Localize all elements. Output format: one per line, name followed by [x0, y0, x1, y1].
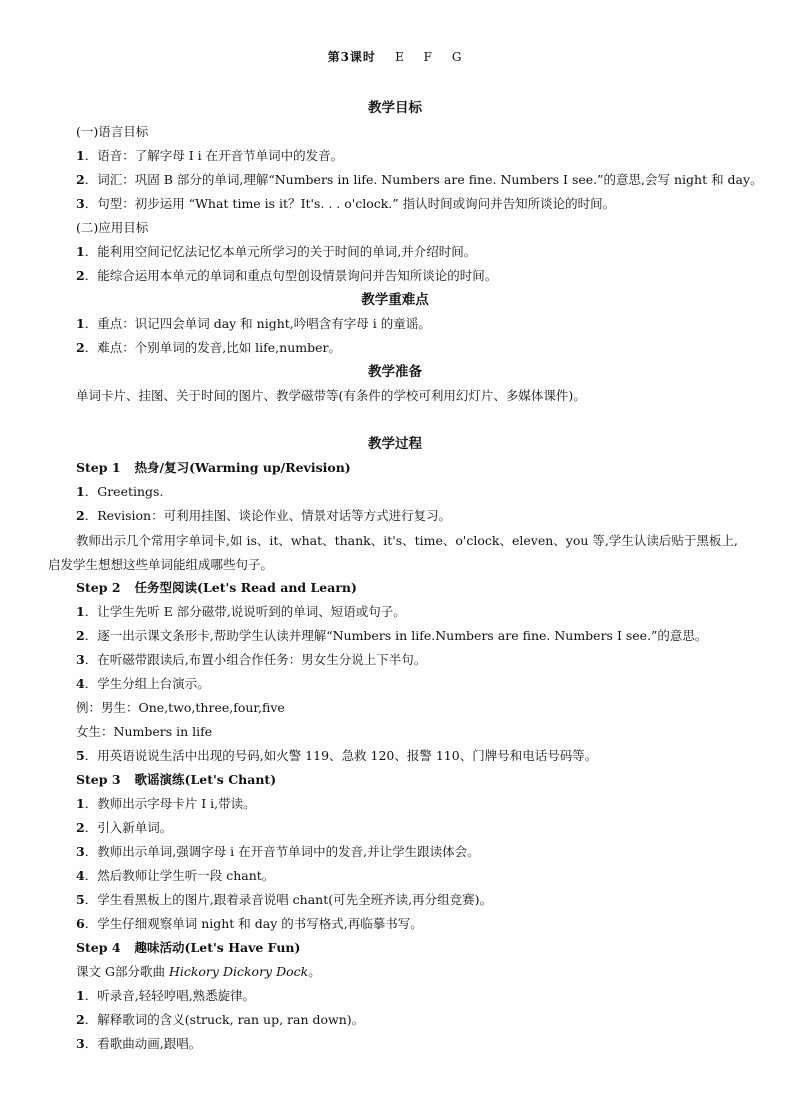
- step4-item: 2．解释歌词的含义(struck, ran up, ran down)。: [76, 1012, 365, 1027]
- step3-item: 5．学生看黑板上的图片,跟着录音说唱 chant(可先全班齐读,再分组竞赛)。: [76, 892, 492, 907]
- step1-item: 1．Greetings.: [76, 484, 164, 499]
- step3-item: 4．然后教师让学生听一段 chant。: [76, 868, 275, 883]
- preparation-text: 单词卡片、挂图、关于时间的图片、教学磁带等(有条件的学校可利用幻灯片、多媒体课件)。: [76, 388, 586, 403]
- preparation-heading: 教学准备: [368, 364, 422, 380]
- step4-item: 1．听录音,轻轻哼唱,熟悉旋律。: [76, 988, 256, 1003]
- key-points-heading: 教学重难点: [361, 292, 429, 308]
- step2-example-boy: 例：男生：One,two,three,four,five: [76, 700, 285, 715]
- song-title: Hickory Dickory Dock: [168, 964, 309, 979]
- step3-item: 1．教师出示字母卡片 I i,带读。: [76, 796, 256, 811]
- step3-item: 2．引入新单词。: [76, 820, 173, 835]
- step1-item: 2．Revision：可利用挂图、谈论作业、情景对话等方式进行复习。: [76, 508, 452, 523]
- key-item: 1．重点：识记四会单词 day 和 night,吟唱含有字母 i 的童谣。: [76, 316, 431, 331]
- goals-sub-language: (一)语言目标: [76, 124, 149, 139]
- step2-example-girl: 女生：Numbers in life: [76, 724, 213, 739]
- goals-sub-application: (二)应用目标: [76, 220, 149, 235]
- lesson-label: 第3课时: [327, 50, 376, 64]
- process-heading: 教学过程: [368, 436, 422, 452]
- goal-item: 1．能利用空间记忆法记忆本单元所学习的关于时间的单词,并介绍时间。: [76, 244, 477, 259]
- goal-item: 1．语音：了解字母 I i 在开音节单词中的发音。: [76, 148, 344, 163]
- goals-heading: 教学目标: [368, 100, 422, 116]
- step2-item: 4．学生分组上台演示。: [76, 676, 210, 691]
- step2-item: 3．在听磁带跟读后,布置小组合作任务：男女生分说上下半句。: [76, 652, 427, 667]
- step3-item: 6．学生仔细观察单词 night 和 day 的书写格式,再临摹书写。: [76, 916, 423, 931]
- step2-title: Step 2 任务型阅读(Let's Read and Learn): [76, 580, 357, 595]
- goal-item: 3．句型：初步运用 “What time is it？It's. . . o'clock.” 指认时间或询问并告知所谈论的时间。: [76, 196, 616, 211]
- lesson-letters: E F G: [395, 50, 463, 64]
- step2-item: 2．逐一出示课文条形卡,帮助学生认读并理解“Numbers in life.Numbers are fine. Numbers I see.”的意思。: [76, 628, 708, 643]
- step3-item: 3．教师出示单词,强调字母 i 在开音节单词中的发音,并让学生跟读体会。: [76, 844, 480, 859]
- step2-item: 5．用英语说说生活中出现的号码,如火警 119、急救 120、报警 110、门牌号和电话号码等。: [76, 748, 598, 763]
- step4-intro: 课文 G部分歌曲 Hickory Dickory Dock。: [76, 964, 321, 979]
- step1-title: Step 1 热身/复习(Warming up/Revision): [76, 460, 351, 475]
- goal-item: 2．能综合运用本单元的单词和重点句型创设情景询问并告知所谈论的时间。: [76, 268, 498, 283]
- goal-item: 2．词汇：巩固 B 部分的单词,理解“Numbers in life. Numbers are fine. Numbers I see.”的意思,会写 night 和 day。: [76, 172, 763, 187]
- step3-title: Step 3 歌谣演练(Let's Chant): [76, 772, 277, 787]
- step4-title: Step 4 趣味活动(Let's Have Fun): [76, 940, 301, 955]
- step1-paragraph: 教师出示几个常用字单词卡,如 is、it、what、thank、it's、time、o'clock、eleven、you 等,学生认读后贴于黑板上,启发学生想想这些单词能组成哪些句子。: [48, 533, 738, 572]
- step2-item: 1．让学生先听 E 部分磁带,说说听到的单词、短语或句子。: [76, 604, 406, 619]
- page-header: [0, 48, 790, 65]
- step4-item: 3．看歌曲动画,跟唱。: [76, 1036, 202, 1051]
- key-item: 2．难点：个别单词的发音,比如 life,number。: [76, 340, 341, 355]
